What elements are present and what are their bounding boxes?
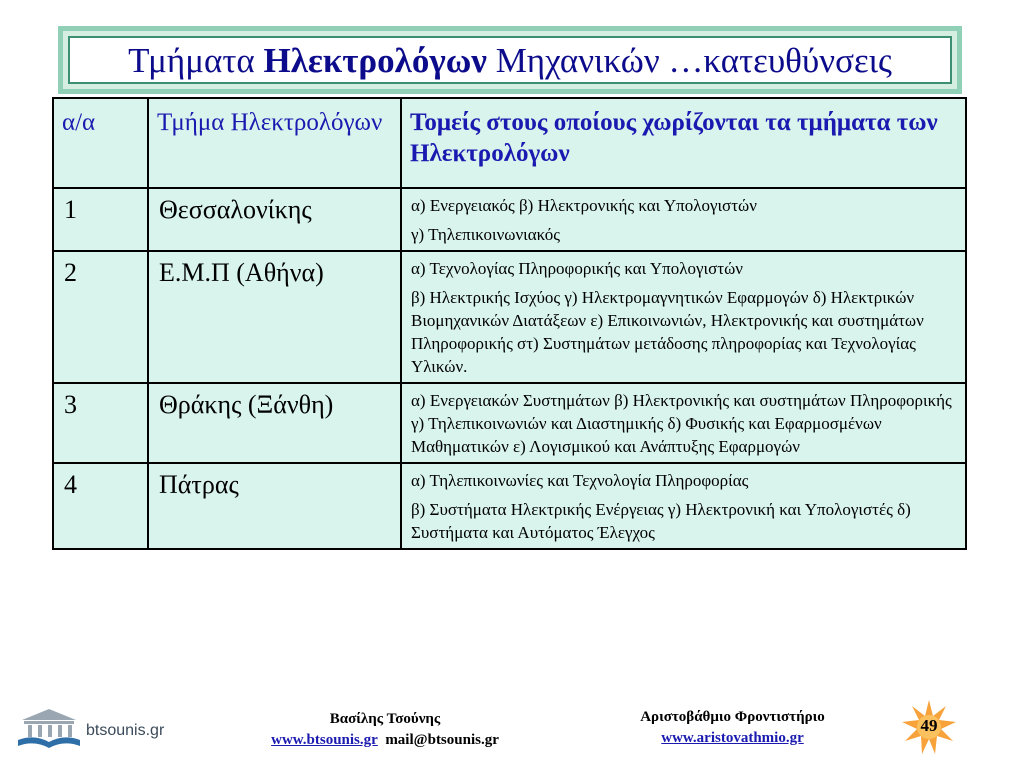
- author-mail: mail@btsounis.gr: [385, 732, 499, 748]
- row-number: 3: [53, 383, 148, 463]
- department-name: Πάτρας: [148, 463, 401, 549]
- header-department: Τμήμα Ηλεκτρολόγων: [148, 98, 401, 188]
- header-sections: Τομείς στους οποίους χωρίζονται τα τμήματα των Ηλεκτρολόγων: [401, 98, 966, 188]
- logo-text: btsounis.gr: [86, 722, 165, 739]
- row-number: 2: [53, 251, 148, 383]
- department-name: Θεσσαλονίκης: [148, 188, 401, 251]
- table-header-row: [53, 98, 966, 188]
- sections-line: α) Ενεργειακών Συστημάτων β) Ηλεκτρονικής και συστημάτων Πληροφορικής γ) Τηλεπικοινωνιών και Διαστημικής δ) Φυσικής και Εφαρμοσμένων Μαθηματικών ε) Λογισμικού και Ανάπτυξης Εφαρμογών: [411, 391, 952, 456]
- table-row: [53, 188, 966, 251]
- title-panel: [68, 36, 952, 84]
- sections-cell: [401, 383, 966, 463]
- sections-cell: [401, 251, 966, 383]
- org-block: [590, 707, 875, 749]
- author-site-link[interactable]: www.btsounis.gr: [271, 732, 378, 748]
- sections-line: α) Τηλεπικοινωνίες και Τεχνολογία Πληροφορίας: [411, 471, 749, 490]
- header-index: α/α: [53, 98, 148, 188]
- sections-cell: [401, 188, 966, 251]
- title-part-1: Τμήματα: [128, 41, 264, 80]
- page-number-badge: [900, 698, 958, 756]
- author-name: Βασίλης Τσούνης: [329, 711, 441, 727]
- sections-line: γ) Τηλεπικοινωνιακός: [411, 225, 561, 244]
- sections-cell: [401, 463, 966, 549]
- title-part-bold: Ηλεκτρολόγων: [263, 41, 487, 80]
- author-contact: [230, 730, 540, 751]
- sections-line: α) Τεχνολογίας Πληροφορικής και Υπολογιστών: [411, 259, 743, 278]
- btsounis-logo[interactable]: [14, 706, 184, 752]
- departments-table: [52, 97, 967, 550]
- sections-line: β) Ηλεκτρικής Ισχύος γ) Ηλεκτρομαγνητικών Εφαρμογών δ) Ηλεκτρικών Βιομηχανικών Διατάξεων ε) Επικοινωνιών, Ηλεκτρονικής και συστημάτων Πληροφορικής στ) Συστημάτων μετάδοσης πληροφορίας και Τεχνολογίας Υλικών.: [411, 288, 924, 376]
- row-number: 4: [53, 463, 148, 549]
- org-name: Αριστοβάθμιο Φροντιστήριο: [640, 709, 825, 725]
- org-site-link[interactable]: www.aristovathmio.gr: [661, 730, 804, 746]
- department-name: Ε.Μ.Π (Αθήνα): [148, 251, 401, 383]
- title-frame: [58, 26, 962, 94]
- title-part-2: Μηχανικών …κατευθύνσεις: [486, 41, 892, 80]
- sections-line: α) Ενεργειακός β) Ηλεκτρονικής και Υπολογιστών: [411, 196, 757, 215]
- slide-title: [70, 41, 950, 81]
- table-row: [53, 251, 966, 383]
- department-name: Θράκης (Ξάνθη): [148, 383, 401, 463]
- table-row: [53, 383, 966, 463]
- row-number: 1: [53, 188, 148, 251]
- page-number: 49: [920, 716, 938, 735]
- sections-line: β) Συστήματα Ηλεκτρικής Ενέργειας γ) Ηλεκτρονική και Υπολογιστές δ) Συστήματα και Αυτόματος Έλεγχος: [411, 500, 911, 542]
- table-row: [53, 463, 966, 549]
- book-temple-icon: [14, 706, 84, 752]
- author-block: [230, 709, 540, 751]
